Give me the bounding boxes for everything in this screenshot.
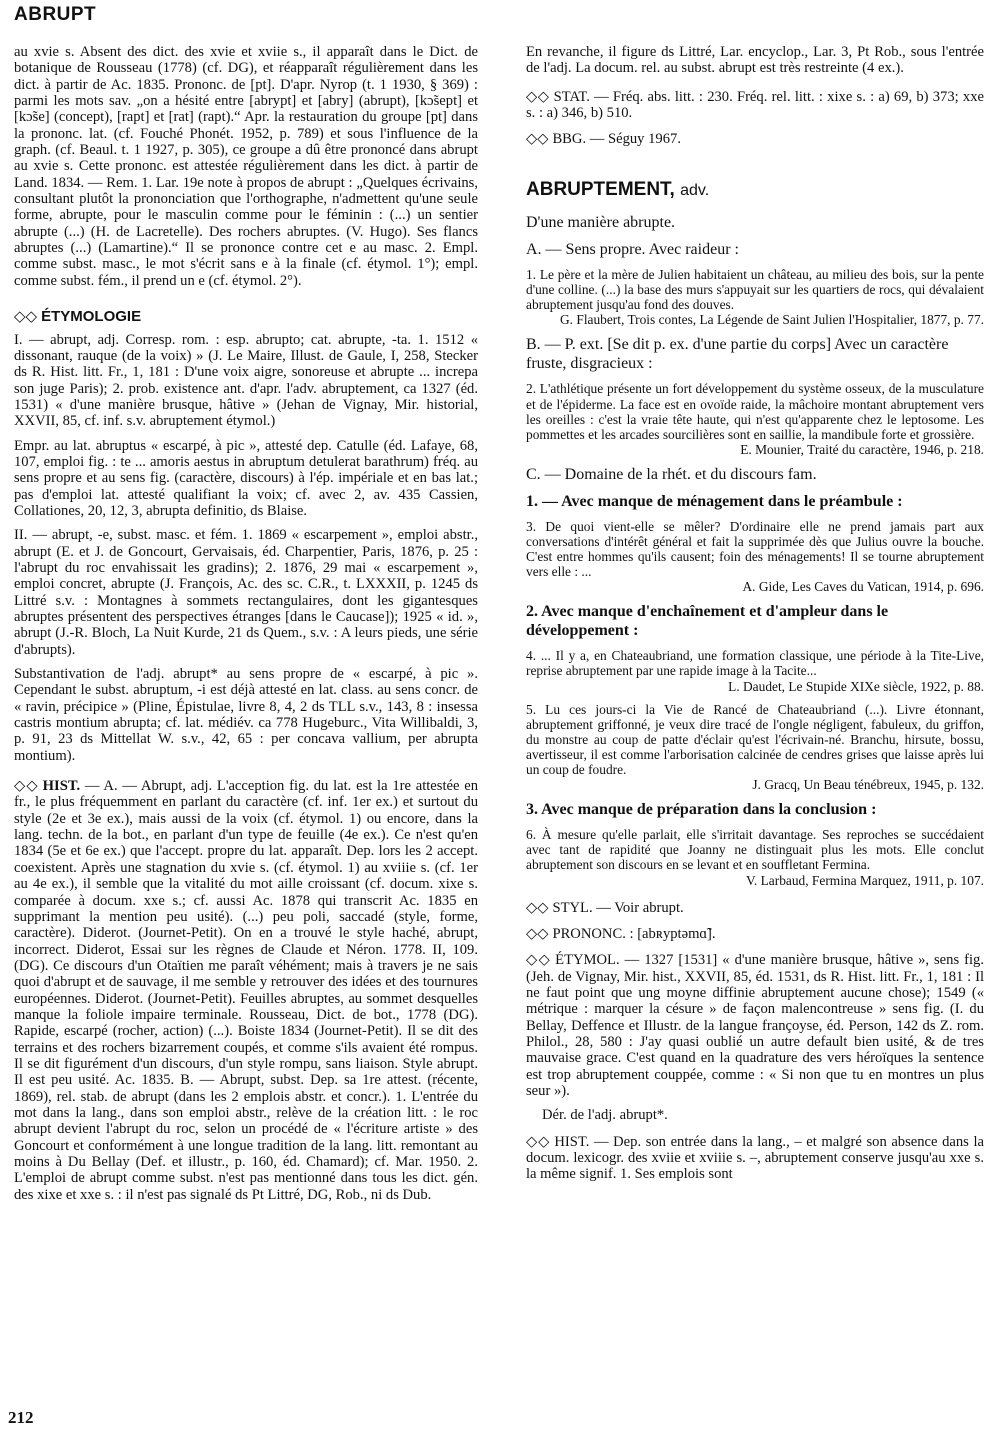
diamond-icon: ◇◇ (14, 308, 38, 326)
entry-pos: adv. (680, 181, 710, 199)
example-4: 4. ... Il y a, en Chateaubriand, une formation classique, une période à la Tite-Live, reprise abruptement par une rapide image à la Tacite... L. Daudet, Le Stupide XIXe siècle, 1922, p. 88. (526, 648, 984, 694)
entry-word: ABRUPTEMENT, (526, 178, 675, 200)
hist-paragraph-right: ◇◇ HIST. — Dep. son entrée dans la lang., – et malgré son absence dans la docum. lexicogr. des xviie et xviiie s. –, abruptement conserve jusqu'au xxe s. la même signif. 1. Ses emplois sont (526, 1133, 984, 1183)
example-1: 1. Le père et la mère de Julien habitaient un château, au milieu des bois, sur la pente d'une colline. (...) la base des murs s'appuyait sur les quartiers de rocs, qui dévalaient abruptement jusqu'au fond des douves. G. Flaubert, Trois contes, La Légende de Saint Julien l'Hospitalier, 1877, p. 77. (526, 267, 984, 328)
bbg-line: ◇◇ BBG. — Séguy 1967. (526, 131, 681, 148)
example-source: E. Mounier, Traité du caractère, 1946, p. 218. (740, 441, 984, 457)
diamond-icon: ◇◇ (526, 925, 549, 942)
stat-line: ◇◇ STAT. — Fréq. abs. litt. : 230. Fréq. rel. litt. : xixe s. : a) 69, b) 373; xxe s. : a) 346, b) 510. (526, 88, 984, 122)
intro-paragraph: au xvie s. Absent des dict. des xvie et xviie s., il apparaît dans le Dict. de botanique de Rousseau (1778) (cf. DG), et réapparaît régulièrement dans les dict. à partir de Ac. 1835. Prononc. de [pt]. D'apr. Nyrop (t. 1 1930, § 369) : parmi les mots sav. „on a hésité entre [abrypt] et [abry] (abrupt), [kɔ̃sept] et [kɔ̃se] (concept), [rapt] et [rat] (rapt).“ Apr. la restauration du groupe [pt] dans la prononc. lat. (cf. Fouché Phonét. 1952, p. 789) et sous l'influence de la graph. (cf. Beaul. t. 1 1927, p. 305), ce groupe a dû être prononcé dans abrupt au xvie s. Cette prononc. est attestée régulièrement dans les dict. à partir de Land. 1834. — Rem. 1. Lar. 19e note à propos de abrupt : „Quelques écrivains, consultant plutôt la prononciation que l'orthographe, n'admettent qu'une seule forme, abrupte, pour le masculin comme pour le féminin : (...) un sentier abrupte (...) (H. de Lacretelle). Des rochers abruptes. (V. Hugo). Ses flancs abruptes (...) (Lamartine).“ Il se prononce contre cet e au masc. 2. Empl. comme subst. masc., le mot s'écrit sans e à la finale (cf. étymol. 1°); empl. comme subst. fém., il prend un e (cf. étymol. 2°). (14, 44, 478, 289)
sense-c: C. — Domaine de la rhét. et du discours fam. (526, 465, 817, 483)
right-column (526, 44, 984, 1191)
left-column (14, 44, 478, 1211)
example-source: A. Gide, Les Caves du Vatican, 1914, p. 696. (742, 579, 984, 595)
diamond-icon: ◇◇ (526, 899, 549, 916)
example-5: 5. Lu ces jours-ci la Vie de Rancé de Chateaubriand (...). Livre étonnant, abruptement griffonné, je veux dire tracé de l'ongle négligent, fabuleux, du griffon, du monstre au coup de patte d'éclair qu'est l'écrivain-né. Branchu, hirsute, bossu, avertisseur, il est comme l'arborisation calcinée de cendres grises que laisse après lui un coup de foudre. J. Gracq, Un Beau ténébreux, 1945, p. 132. (526, 701, 984, 793)
example-3: 3. De quoi vient-elle se mêler? D'ordinaire elle ne prend jamais part aux conversations d'intérêt général et fait la supprimée dès que Julius ouvre la bouche. C'est entre hommes qu'ils causent; foin des ménagements! Il se tourne abruptement vers elle : ... A. Gide, Les Caves du Vatican, 1914, p. 696. (526, 518, 984, 595)
hist-paragraph (14, 778, 478, 1203)
example-source: J. Gracq, Un Beau ténébreux, 1945, p. 132. (752, 777, 984, 793)
prononc-line: ◇◇ PRONONC. : [abʀyptəmɑ̃]. (526, 925, 716, 942)
diamond-icon: ◇◇ (526, 88, 550, 105)
right-intro: En revanche, il figure ds Littré, Lar. encyclop., Lar. 3, Pt Rob., sous l'entrée de l'adj. La docum. rel. au subst. abrupt est très restreinte (4 ex.). (526, 44, 984, 77)
sense-b: B. — P. ext. [Se dit p. ex. d'une partie du corps] Avec un caractère fruste, disgracieux : (526, 336, 949, 373)
etym-paragraph: II. — abrupt, -e, subst. masc. et fém. 1. 1869 « escarpement », emploi abstr., abrupt (E. et J. de Goncourt, Gervaisais, éd. Charpentier, Paris, 1876, p. 25 : l'abrupt du roc envahissait les gradins); 2. 1876, 29 mai « escarpement », emploi concret, abrupte (J. François, Ac. des sc. C.R., t. LXXXII, p. 1245 ds Littré s.v. : Montagnes à sommets rectangulaires, dont les gigantesques abruptes présentent des perspectives étranges [dans le Caucase]); 1925 « id. », abrupt (J.-R. Bloch, La Nuit Kurde, 21 ds Quem., s.v. : A leurs pieds, une série d'abrupts). (14, 527, 478, 658)
page-number: 212 (8, 1408, 34, 1427)
etym-paragraph: Empr. au lat. abruptus « escarpé, à pic », attesté dep. Catulle (éd. Lafaye, 68, 107, emploi fig. : te ... amoris aestus in abruptum detulerat barathrum) fréq. au sens propre et au sens fig. (caractère, discours) à l'ép. impériale et en bas lat.; pas d'emploi lat. attesté qualifiant la voix; cf. avec 2, av. 435 Cassien, Collationes, 20, 12, 3, abrupta definitio, ds Blaise. (14, 437, 478, 519)
diamond-icon: ◇◇ (14, 778, 39, 795)
etymology-heading: ◇◇ ÉTYMOLOGIE (14, 308, 142, 326)
example-6: 6. À mesure qu'elle parlait, elle s'irritait davantage. Ses reproches se succédaient avec tant de rapidité que Joanny ne distinguait plus les mots. Elle conclut abruptement son discours en se levant et en souffletant Fermina. V. Larbaud, Fermina Marquez, 1911, p. 107. (526, 827, 984, 888)
etym-paragraph: Substantivation de l'adj. abrupt* au sens propre de « escarpé, à pic ». Cependant le subst. abruptum, -i est déjà attesté en lat. class. au sens concr. de « ravin, précipice » (Pline, Épistulae, livre 8, 4, 2 ds TLL s.v., 143, 8 : insessa castris montium abrupta; cf. lat. médiév. ca 778 Hugeburc., Vita Willibaldi, 3, p. 91, 23 ds Mittellat W. s.v., 42, 65 : per concava vallium, per abrupta montium). (14, 666, 478, 764)
hist-text: — A. — Abrupt, adj. L'acception fig. du lat. est la 1re attestée en fr., le plus fréquemment en parlant du caractère (cf. inf. 1er ex.) et surtout du style (2e et 3e ex.), mais aussi de la voix (cf. étymol. 1) ou encore, dans la lang. techn. de la bot., en parlant d'un type de feuille (4e ex.). Ce n'est qu'en 1834 (5e et 6e ex.) que l'accept. propre du lat. apparaît. Dep. lors les 2 accept. coexistent. Après une stagnation du xvie s. (cf. étymol. 1) au xviiie s. (cf. 1er au 4e ex.), il semble que la vitalité du mot aille croissant (cf. docum. xixe s. comparée à docum. xxe s.; cf. aussi Ac. 1878 qui transcrit Ac. 1835 en supprimant la mention peu usité). (...) peu poli, saccadé (style, forme, caractère). Diderot. (Journet-Petit). On en a trouvé le style haché, abrupt, incorrect. Diderot, Essai sur les règnes de Claude et Néron. 1778. II, 109. (DG). Ce discours d'un Otaïtien me paraît véhément; mais à travers je ne sais quoi d'abrupt et de sauvage, il me semble y retrouver des idées et des tournures européennes. Diderot. (Journet-Petit). Feuilles abruptes, au sommet desquelles manque la foliole impaire terminale. Rousseau, Dict. de bot., 1778 (DG). Rapide, escarpé (rocher, action) (...). Boiste 1834 (Journet-Petit). Il se dit des terrains et des rochers bizarrement coupés, et comme s'ils avaient été rompus. Il se dit figurément d'un discours, d'un style rompu, sans liaison. Style abrupt. Il est peu usité. Ac. 1835. B. — Abrupt, subst. Dep. sa 1re attest. (récente, 1869), rel. stab. de abrupt (dans les 2 emplois abstr. et concr.). 1. L'entrée du mot dans la lang., dans son emploi abstr., relève de la création litt. : le roc abrupt devient l'abrupt du roc, selon un procédé de « l'écriture artiste » des Goncourt et conformément à une longue tradition de la lang. litt. remontant au moins à Du Bellay (Def. et illustr., p. 160, éd. Chamard); cf. Mar. 1950. 2. L'emploi de abrupt comme subst. n'est pas mentionné dans tous les dict. gén. des xixe et xxe s. : il n'est pas signalé ds Pt Littré, DG, Rob., ni ds Dub. (14, 778, 478, 1203)
entry-title (526, 178, 984, 200)
sense-a: A. — Sens propre. Avec raideur : (526, 241, 739, 259)
definition: D'une manière abrupte. (526, 214, 676, 232)
sense-c1: 1. — Avec manque de ménagement dans le préambule : (526, 492, 903, 510)
sense-c3: 3. Avec manque de préparation dans la conclusion : (526, 801, 877, 819)
example-source: V. Larbaud, Fermina Marquez, 1911, p. 107. (745, 872, 984, 888)
diamond-icon: ◇◇ (526, 952, 552, 969)
example-2: 2. L'athlétique présente un fort développement du système osseux, de la musculature et de l'épiderme. La face est en ovoïde raide, la mâchoire montant abruptement vers les oreilles : c'est la vraie tête haute, qui n'est qu'apparente chez le leptosome. Les pommettes et les arcades sourcilières sont en saillie, la mandibule forte et grossière. E. Mounier, Traité du caractère, 1946, p. 218. (526, 381, 984, 457)
etym-paragraph: I. — abrupt, adj. Corresp. rom. : esp. abrupto; cat. abrupte, -ta. 1. 1512 « dissonant, rauque (de la voix) » (J. Le Maire, Illust. de Gaule, I, 258, Stecker ds R. Hist. litt. Fr., 1, 181 : D'une voix aigre, sonoreuse et abrupte ... increpa son juge Paris); 2. prob. existence ant. d'apr. l'adv. abruptement, ca 1327 (éd. 1531) « d'une manière brusque, hâtive » (Jehan de Vignay, Mir. historial, XXVII, 85, cf. inf. s.v. abruptement étymol.) (14, 331, 478, 430)
example-source: L. Daudet, Le Stupide XIXe siècle, 1922, p. 88. (728, 678, 984, 694)
running-head: ABRUPT (14, 4, 97, 25)
diamond-icon: ◇◇ (526, 131, 549, 148)
diamond-icon: ◇◇ (526, 1133, 551, 1150)
example-source: G. Flaubert, Trois contes, La Légende de Saint Julien l'Hospitalier, 1877, p. 77. (560, 312, 984, 328)
etymol-paragraph: ◇◇ ÉTYMOL. — 1327 [1531] « d'une manière brusque, hâtive », sens fig. (Jeh. de Vignay, Mir. hist., XXVII, 85, éd. 1531, ds R. Hist. litt. Fr., 1, 181 : Il ne faut point que ung moyne diffinie abruptement aucune chose); 1549 (« métrique : marquer la césure » de façon malencontreuse » sens fig. (I. du Bellay, Deffence et Illustr. de la langue françoyse, éd. Person, 142 ds Z. rom. Philol., 28, 580 : J'ay quasi oublié un autre default bien usité, & de tres mauvaise grace. C'est quand en la quadrature des vers héroïques la sentence est trop abruptement couppée, comme : « Si non que tu en montres un plus seur »). (526, 952, 984, 1100)
styl-line: ◇◇ STYL. — Voir abrupt. (526, 899, 684, 916)
hist-heading: HIST. (42, 778, 81, 795)
derivation-line: Dér. de l'adj. abrupt*. (542, 1107, 668, 1124)
sense-c2: 2. Avec manque d'enchaînement et d'ampleur dans le développement : (526, 603, 889, 640)
